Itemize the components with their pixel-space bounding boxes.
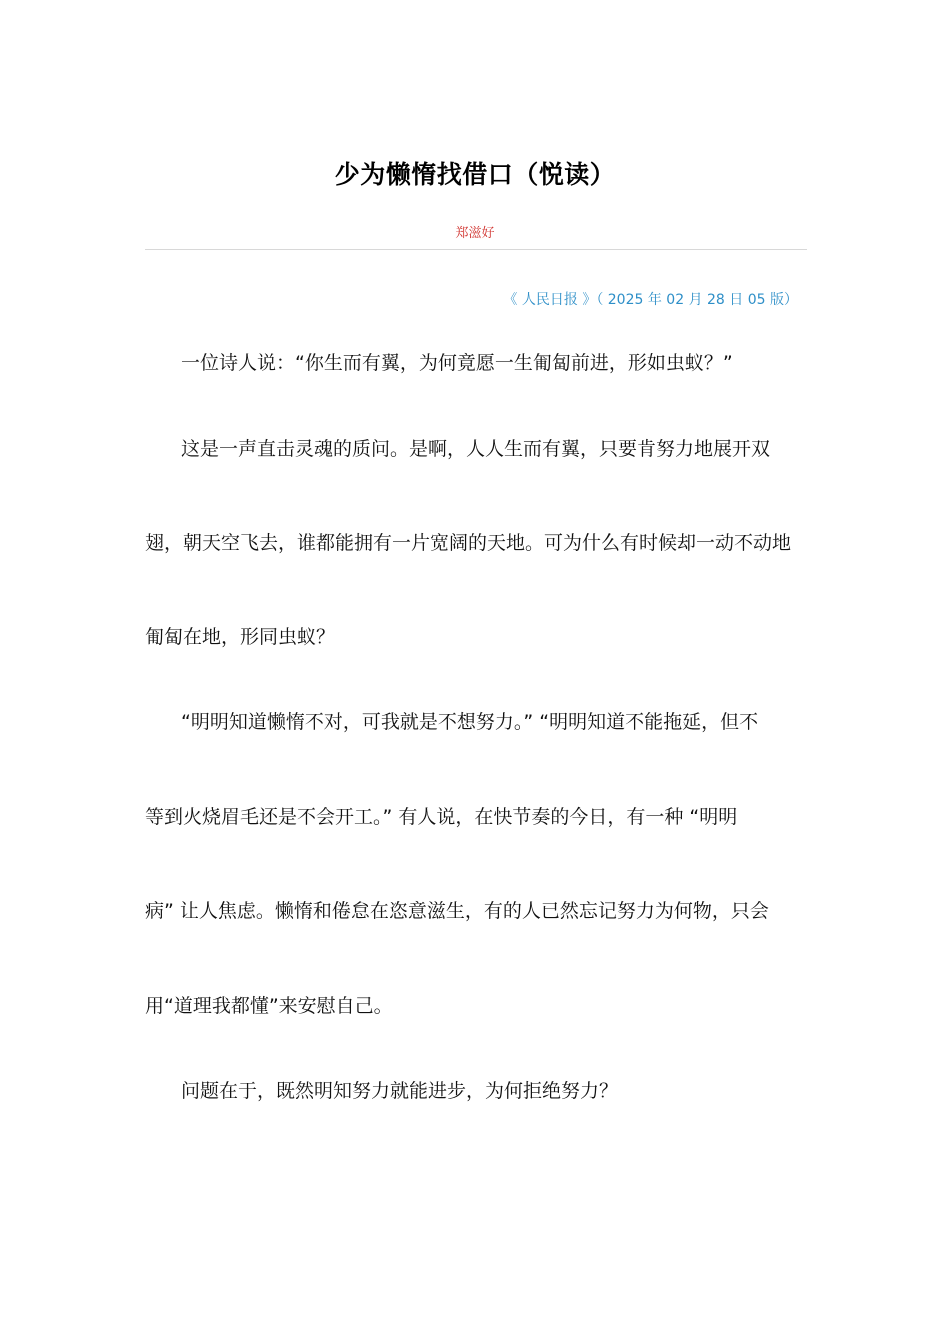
paragraph-line: 等到火烧眉毛还是不会开工。” 有人说，在快节奏的今日，有一种 “明明	[145, 806, 738, 828]
paragraph-line: 这是一声直击灵魂的质问。是啊，人人生而有翼，只要肯努力地展开双	[181, 438, 771, 460]
article-source: 《 人民日报 》（ 2025 年 02 月 28 日 05 版）	[503, 292, 798, 308]
article-title: 少为懒惰找借口（悦读）	[334, 160, 616, 189]
paragraph-line: 问题在于，既然明知努力就能进步，为何拒绝努力？	[181, 1080, 619, 1102]
paragraph-line: 匍匐在地，形同虫蚁？	[145, 626, 336, 648]
article-author: 郑滋好	[455, 226, 495, 241]
paragraph-line: 一位诗人说：“你生而有翼，为何竟愿一生匍匐前进，形如虫蚁？”	[181, 352, 733, 374]
title-divider	[145, 249, 807, 250]
paragraph-line: “明明知道懒惰不对，可我就是不想努力。” “明明知道不能拖延，但不	[181, 711, 759, 733]
paragraph-line: 翅，朝天空飞去，谁都能拥有一片宽阔的天地。可为什么有时候却一动不动地	[145, 532, 792, 554]
paragraph-line: 用“道理我都懂”来安慰自己。	[145, 995, 393, 1017]
paragraph-line: 病” 让人焦虑。懒惰和倦怠在恣意滋生，有的人已然忘记努力为何物，只会	[145, 900, 769, 922]
